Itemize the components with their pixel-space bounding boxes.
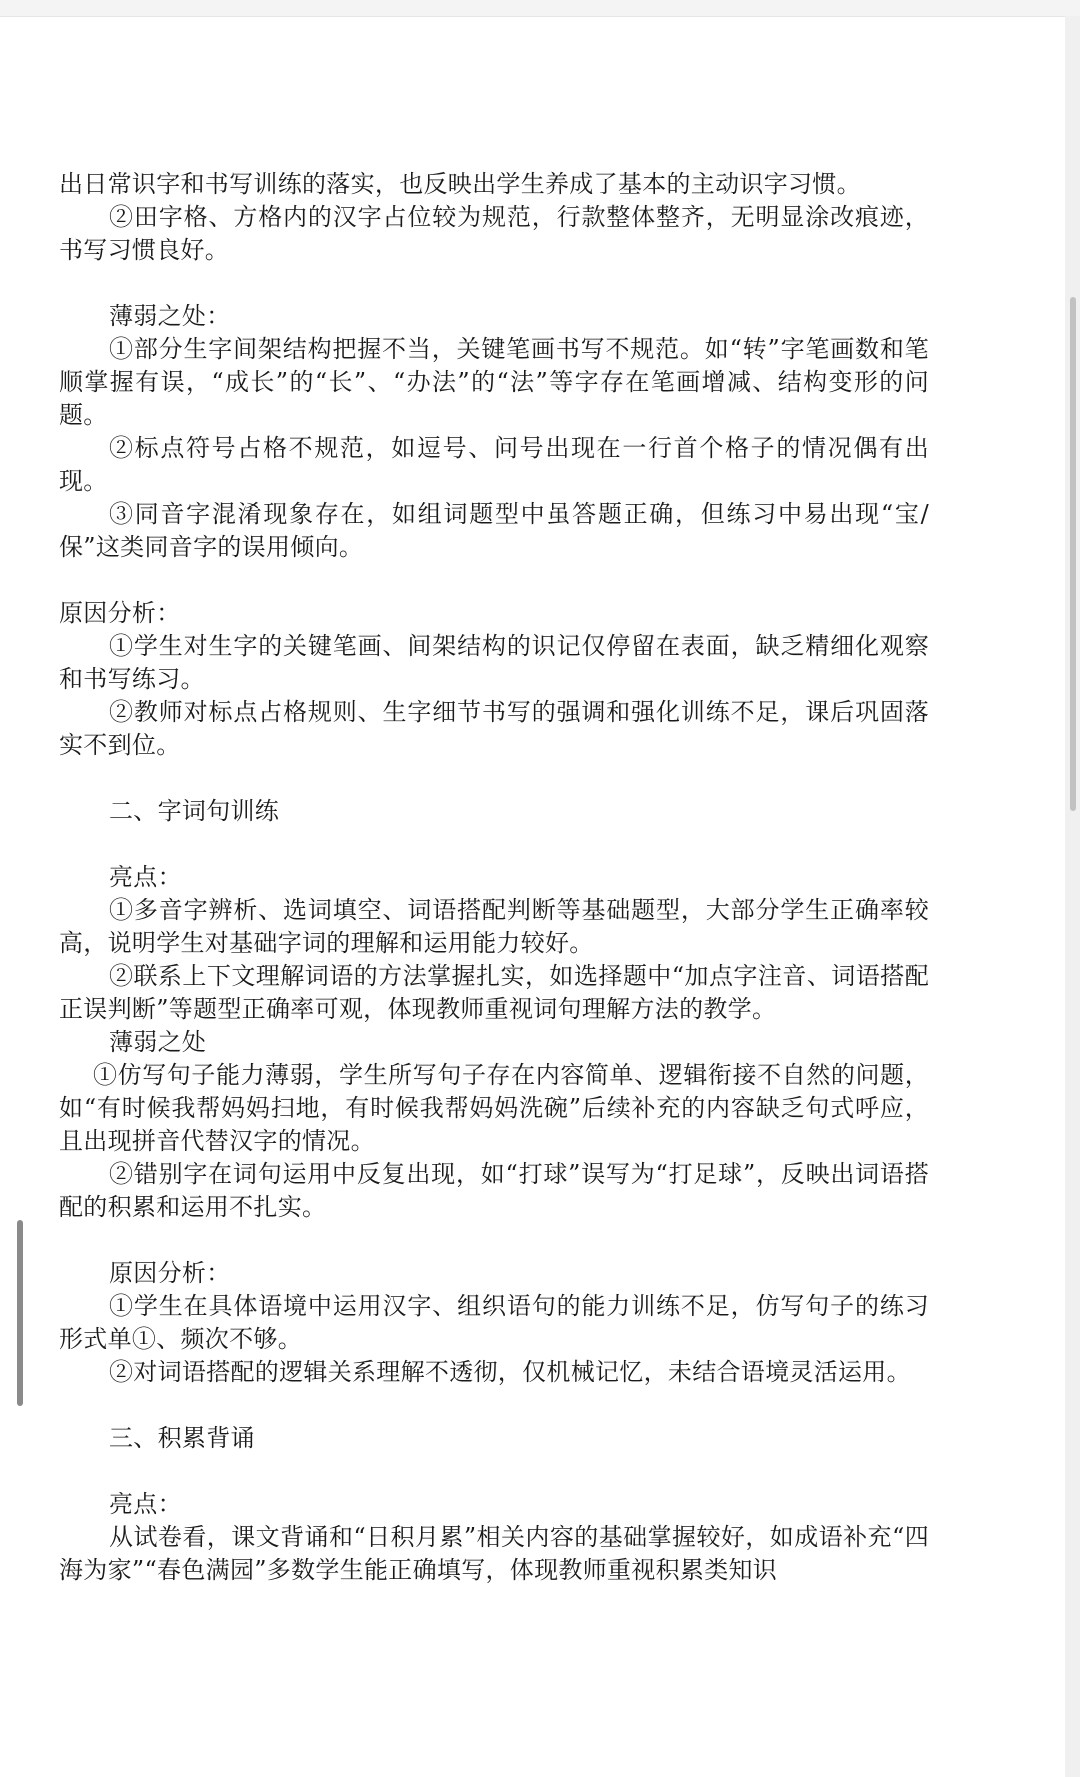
blank-line [59, 564, 929, 597]
paragraph-line: ①学生在具体语境中运用汉字、组织语句的能力训练不足，仿写句子的练习形式单①、频次不够。 [59, 1292, 929, 1353]
paragraph-line: 原因分析： [59, 599, 181, 627]
paragraph-line: ②联系上下文理解词语的方法掌握扎实，如选择题中“加点字注音、词语搭配正误判断”等题型正确率可观，体现教师重视词句理解方法的教学。 [59, 962, 929, 1023]
paragraph-line: ③同音字混淆现象存在，如组词题型中虽答题正确，但练习中易出现“宝/保”这类同音字的误用倾向。 [59, 500, 929, 561]
paragraph-line: ①多音字辨析、选词填空、词语搭配判断等基础题型，大部分学生正确率较高，说明学生对基础字词的理解和运用能力较好。 [59, 896, 929, 957]
blank-line [59, 1389, 929, 1422]
paragraph-line: ①学生对生字的关键笔画、间架结构的识记仅停留在表面，缺乏精细化观察和书写练习。 [59, 632, 929, 693]
paragraph-line: ①仿写句子能力薄弱，学生所写句子存在内容简单、逻辑衔接不自然的问题，如“有时候我帮妈妈扫地，有时候我帮妈妈洗碗”后续补充的内容缺乏句式呼应，且出现拼音代替汉字的情况。 [59, 1061, 929, 1155]
scroll-track[interactable] [1065, 16, 1080, 1777]
paragraph-line: 薄弱之处 [109, 1028, 207, 1056]
paragraph-line: 亮点： [109, 863, 182, 891]
paragraph-line: ②标点符号占格不规范，如逗号、问号出现在一行首个格子的情况偶有出现。 [59, 434, 929, 495]
paragraph-line: 三、积累背诵 [109, 1424, 255, 1452]
document-body [59, 168, 929, 1587]
vertical-scrollbar-thumb[interactable] [1070, 297, 1076, 811]
blank-line [59, 828, 929, 861]
blank-line [59, 1224, 929, 1257]
left-scroll-indicator[interactable] [17, 1220, 23, 1406]
paragraph-line: 原因分析： [109, 1259, 231, 1287]
blank-line [59, 267, 929, 300]
blank-line [59, 1455, 929, 1488]
blank-line [59, 762, 929, 795]
paragraph-line: ②对词语搭配的逻辑关系理解不透彻，仅机械记忆，未结合语境灵活运用。 [109, 1358, 911, 1386]
paragraph-line: ②教师对标点占格规则、生字细节书写的强调和强化训练不足，课后巩固落实不到位。 [59, 698, 929, 759]
paragraph-line: ②田字格、方格内的汉字占位较为规范，行款整体整齐，无明显涂改痕迹，书写习惯良好。 [59, 203, 929, 264]
paragraph-line: ①部分生字间架结构把握不当，关键笔画书写不规范。如“转”字笔画数和笔顺掌握有误，“成长”的“长”、“办法”的“法”等字存在笔画增减、结构变形的问题。 [59, 335, 929, 429]
paragraph-line: 从试卷看，课文背诵和“日积月累”相关内容的基础掌握较好，如成语补充“四海为家”“春色满园”多数学生能正确填写，体现教师重视积累类知识 [59, 1523, 929, 1584]
paragraph-line: 亮点： [109, 1490, 182, 1518]
paragraph-line: 薄弱之处： [109, 302, 231, 330]
paragraph-line: ②错别字在词句运用中反复出现，如“打球”误写为“打足球”，反映出词语搭配的积累和运用不扎实。 [59, 1160, 929, 1221]
paragraph-line: 出日常识字和书写训练的落实，也反映出学生养成了基本的主动识字习惯。 [59, 170, 861, 198]
paragraph-line: 二、字词句训练 [109, 797, 280, 825]
